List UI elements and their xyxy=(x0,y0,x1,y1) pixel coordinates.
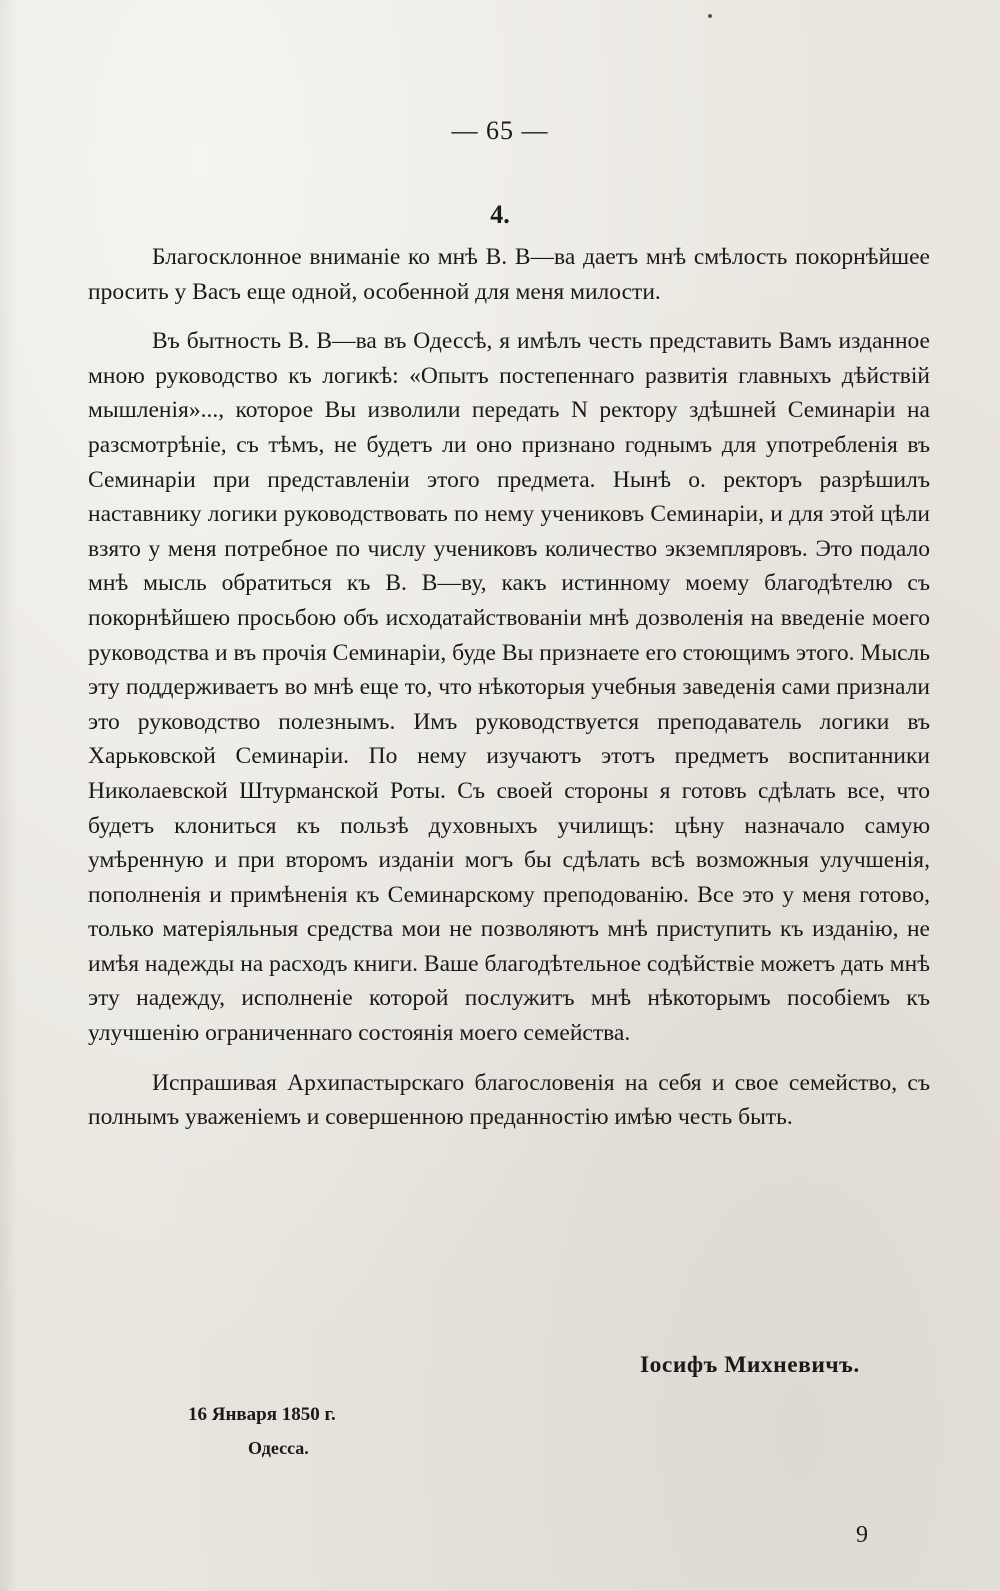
paragraph-2 xyxy=(88,324,930,1050)
letter-place: Одесса. xyxy=(248,1438,309,1458)
paragraph-2-text: Въ бытность В. В—ва въ Одессѣ, я имѣлъ честь представить Вамъ изданное мною руководство къ логикѣ: «Опытъ постепеннаго развитія главныхъ дѣйствій мышленія»..., которое Вы изволили передать N ректору здѣшней Семинаріи на разсмотрѣніе, съ тѣмъ, не будетъ ли оно признано годнымъ для употребленія въ Семинаріи при представленіи этого предмета. Нынѣ о. ректоръ разрѣшилъ наставнику логики руководствовать по нему учениковъ Семинаріи, и для этой цѣли взято у меня потребное по числу учениковъ количество экземпляровъ. Это подало мнѣ мысль обратиться къ В. В—ву, какъ истинному моему благодѣтелю съ покорнѣйшею просьбою объ исходатайствованіи мнѣ дозволенія на введеніе моего руководства и въ прочія Семинаріи, буде Вы признаете его стоющимъ этого. Мысль эту поддерживаетъ во мнѣ еще то, что нѣкоторыя учебныя заведенія сами признали это руководство полезнымъ. Имъ руководствуется преподаватель логики въ Харьковской Семинаріи. По нему изучаютъ этотъ предметъ воспитанники Николаевской Штурманской Роты. Съ своей стороны я готовъ сдѣлать все, что будетъ клониться къ пользѣ духовныхъ училищъ: цѣну назначало самую умѣренную и при второмъ изданіи могъ бы сдѣлать всѣ возможныя улучшенія, пополненія и примѣненія къ Семинарскому преподованію. Все это у меня готово, только матеріяльныя средства мои не позволяютъ мнѣ приступить къ изданію, не имѣя надежды на расходъ книги. Ваше благодѣтельное содѣйствіе можетъ дать мнѣ эту надежду, исполненіе которой послужитъ мнѣ нѣкоторымъ пособіемъ къ улучшенію ограниченнаго состоянія моего семейства. xyxy=(88,328,930,1047)
paper-speck xyxy=(708,14,712,18)
paragraph-1 xyxy=(88,240,930,309)
letter-body xyxy=(88,240,930,1150)
printer-signature-mark: 9 xyxy=(856,1522,868,1548)
paragraph-3 xyxy=(88,1066,930,1135)
author-signature: Іосифъ Михневичъ. xyxy=(640,1352,860,1378)
paragraph-1-text: Благосклонное вниманіе ко мнѣ В. В—ва даетъ мнѣ смѣлость покорнѣйшее просить у Васъ еще одной, особенной для меня милости. xyxy=(88,244,930,305)
paragraph-3-text: Испрашивая Архипастырскаго благословенія на себя и свое семейство, съ полнымъ уваженіемъ и совершенною преданностію имѣю честь быть. xyxy=(88,1069,930,1131)
letter-date: 16 Января 1850 г. xyxy=(188,1404,336,1425)
section-number: 4. xyxy=(490,200,510,229)
page-number: — 65 — xyxy=(451,116,549,145)
